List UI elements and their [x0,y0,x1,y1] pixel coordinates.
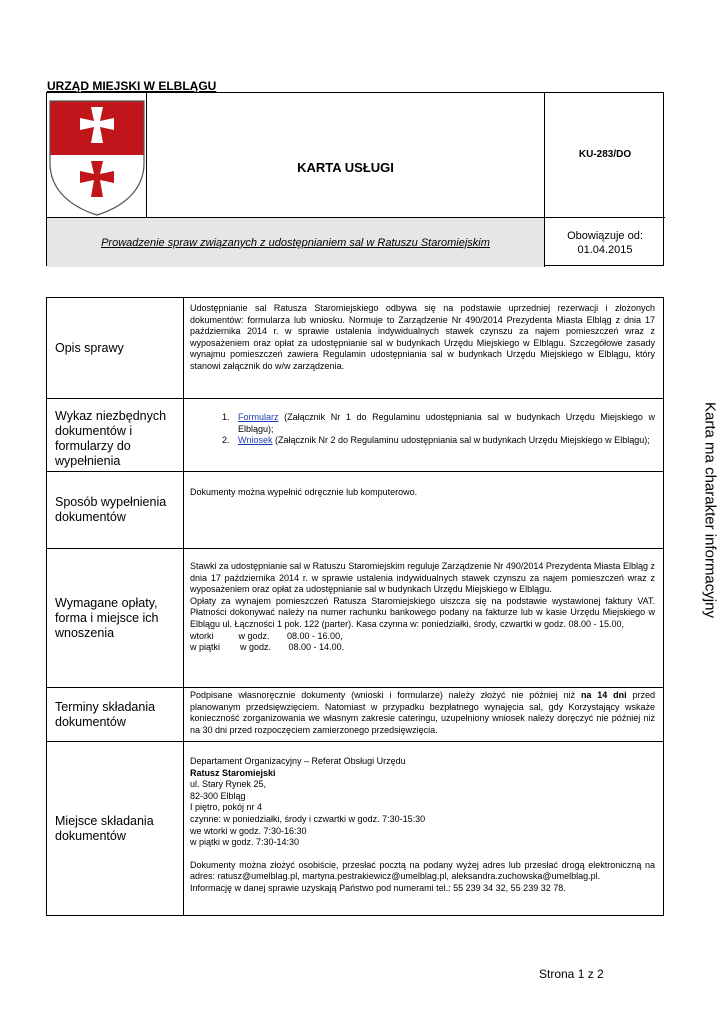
service-name: Prowadzenie spraw związanych z udostępnianiem sal w Ratuszu Staromiejskim [47,217,545,267]
row-content [184,399,663,471]
row-label: Sposób wypełnienia dokumentów [47,472,184,548]
coat-of-arms-logo [47,93,147,217]
contact-info: Informację w danej sprawie uzyskają Państwo pod numerami tel.: 55 239 34 32, 55 239 32 78. [190,882,566,893]
organization-name: URZĄD MIEJSKI W ELBLĄGU [47,79,217,93]
row-required-documents [47,399,663,472]
fees-paragraph: Opłaty za wynajem pomieszczeń Ratusza Staromiejskiego uiszcza się na podstawie wystawionej faktury VAT. Płatności dokonywać należy na numer rachunku bankowego podany na fakturze lub w kasie Urzędu Miejskiego w Elblągu ul. Łączności 1 pok. 122 (parter). Kasa czynna w: poniedziałki, środy, czwartki w godz. 08.00 - 15.00, [190,595,655,629]
building-name: Ratusz Staromiejski [190,767,276,778]
fees-paragraph: Stawki za udostępnianie sal w Ratuszu Staromiejskim reguluje Zarządzenie Nr 490/2014 Prezydenta Miasta Elbląg z dnia 17 października 2014 r. w sprawie ustalenia indywidualnych stawek czynszu za najem pomieszczeń wraz z wyposażeniem oraz opłat za udostępnianie sal w budynkach Urzędu Miejskiego w Elblągu. [190,561,655,595]
row-submission-place [47,742,663,915]
form-link[interactable]: Formularz [238,412,279,422]
row-content: Udostępnianie sal Ratusza Staromiejskiego odbywa się na podstawie uprzedniej rezerwacji i złożonych dokumentów: formularza lub wniosku. Normuje to Zarządzenie Nr 490/2014 Prezydenta Miasta Elbląg z dnia 17 października 2014 r. w sprawie ustalenia indywidualnych stawek czynszu za najem pomieszczeń wraz z wyposażeniem oraz opłat za udostępnianie sal w budynkach Urzędu Miejskiego w Elblągu. Szczegółowe zasady wynajmu pomieszczeń zawiera Regulamin udostępniania sal w budynkach Urzędu Miejskiego w Elblągu, który stanowi załącznik do w/w zarządzenia. [190,303,655,371]
valid-from [545,217,665,267]
valid-from-label: Obowiązuje od: [567,230,643,242]
row-label: Terminy składania dokumentów [47,688,184,741]
row-deadlines [47,688,663,742]
logo-cell [47,93,147,217]
informational-note: Karta ma charakter informacyjny [701,402,719,618]
deadline-days: na 14 dni [580,690,627,700]
page-number: Strona 1 z 2 [539,967,604,981]
fees-hours-friday: w piątki w godz. 08.00 - 14.00. [190,642,345,653]
fees-hours-tuesday: wtorki w godz. 08.00 - 16.00, [190,630,343,641]
card-code: KU-283/DO [578,149,632,160]
row-description [47,298,663,399]
list-item: 1. Formularz (Załącznik Nr 1 do Regulaminu udostępniania sal w budynkach Urzędu Miejskiego w Elblągu); [232,412,655,435]
row-content [184,549,663,687]
row-label: Wykaz niezbędnych dokumentów i formularzy do wypełnienia [47,399,184,471]
row-fees [47,549,663,688]
application-link[interactable]: Wniosek [238,435,273,446]
row-label: Opis sprawy [47,298,184,398]
row-fill-method [47,472,663,549]
row-content: Dokumenty można wypełnić odręcznie lub komputerowo. [190,487,418,497]
list-item: 2. Wniosek (Załącznik Nr 2 do Regulaminu udostępniania sal w budynkach Urzędu Miejskiego w Elblągu); [232,435,655,447]
submission-methods: Dokumenty można złożyć osobiście, przesłać pocztą na podany wyżej adres lub przesłać drogą elektroniczną na adres: ratusz@umelblag.pl, martyna.pestrakiewicz@umelblag.pl, aleksandra.zuchowska@umelblag.pl. [190,859,655,882]
row-label: Wymagane opłaty, forma i miejsce ich wnoszenia [47,549,184,687]
card-title: KARTA USŁUGI [147,93,545,217]
valid-from-date: 01.04.2015 [577,244,633,256]
row-label: Miejsce składania dokumentów [47,742,184,915]
header-table [46,92,664,266]
row-content: Departament Organizacyjny – Referat Obsługi Urzędu Ratusz Staromiejski ul. Stary Rynek 25, 82-300 Elbląg I piętro, pokój nr 4 czynne: w poniedziałki, środy i czwartki w godz. 7:30-15:30 we wtorki w godz. 7:30-16:30 w piątki w godz. 7:30-14:30 Dokumenty można złożyć osobiście, przesłać pocztą na podany wyżej adres lub przesłać drogą elektroniczną na adres: ratusz@umelblag.pl, martyna.pestrakiewicz@umelblag.pl, aleksandra.zuchowska@umelblag.pl. Informację w danej sprawie uzyskają Państwo pod numerami tel.: 55 239 34 32, 55 239 32 78. [190,756,655,893]
service-details-table [46,297,664,916]
row-content: Podpisane własnoręcznie dokumenty (wnioski i formularze) należy złożyć nie później niż na 14 dni przed planowanym przedsięwzięciem. Natomiast w przypadku bezpłatnego wynajęcia sal, gdy Korzystający wskaże konieczność zorganizowania we własnym zakresie cateringu, uzupełniony wniosek należy doręczyć nie później niż na 30 dni przed rozpoczęciem zamierzonego przedsięwzięcia. [190,690,655,735]
